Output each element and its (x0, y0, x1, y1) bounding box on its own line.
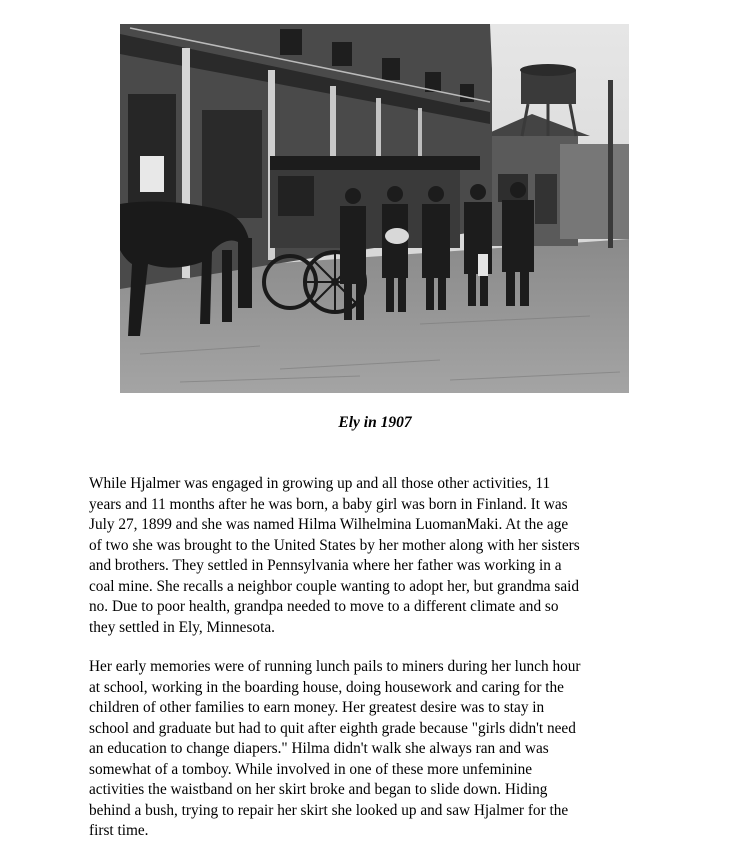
text-line: coal mine. She recalls a neighbor couple wanting to adopt her, but grandma said (89, 577, 580, 595)
text-line: an education to change diapers." Hilma didn't walk she always ran and was (89, 740, 549, 757)
text-line: While Hjalmer was engaged in growing up and all those other activities, 11 (89, 475, 551, 492)
text-line: somewhat of a tomboy. While involved in one of these more unfeminine (89, 760, 533, 778)
text-line: behind a bush, trying to repair her skirt she looked up and saw Hjalmer for the (89, 801, 569, 819)
paragraph-2 (89, 657, 689, 842)
paragraph-1 (89, 474, 689, 638)
text-line: years and 11 months after he was born, a baby girl was born in Finland. It was (89, 495, 568, 513)
text-line: at school, working in the boarding house, doing housework and caring for the (89, 678, 564, 696)
photo-caption: Ely in 1907 (338, 414, 412, 431)
text-line: and brothers. They settled in Pennsylvania where her father was working in a (89, 557, 562, 574)
text-line: Her early memories were of running lunch pails to miners during her lunch hour (89, 658, 581, 675)
text-line: July 27, 1899 and she was named Hilma Wilhelmina LuomanMaki. At the age (89, 516, 569, 533)
text-line: they settled in Ely, Minnesota. (89, 618, 275, 636)
text-line: school and graduate but had to quit after eighth grade because "girls didn't need (89, 719, 576, 737)
text-line: first time. (89, 822, 149, 839)
text-line: activities the waistband on her skirt broke and began to slide down. Hiding (89, 781, 548, 798)
historic-photo-ely-street (120, 24, 629, 393)
text-line: no. Due to poor health, grandpa needed to move to a different climate and so (89, 598, 559, 615)
text-line: of two she was brought to the United States by her mother along with her sisters (89, 536, 580, 554)
text-line: children of other families to earn money. Her greatest desire was to stay in (89, 699, 545, 716)
